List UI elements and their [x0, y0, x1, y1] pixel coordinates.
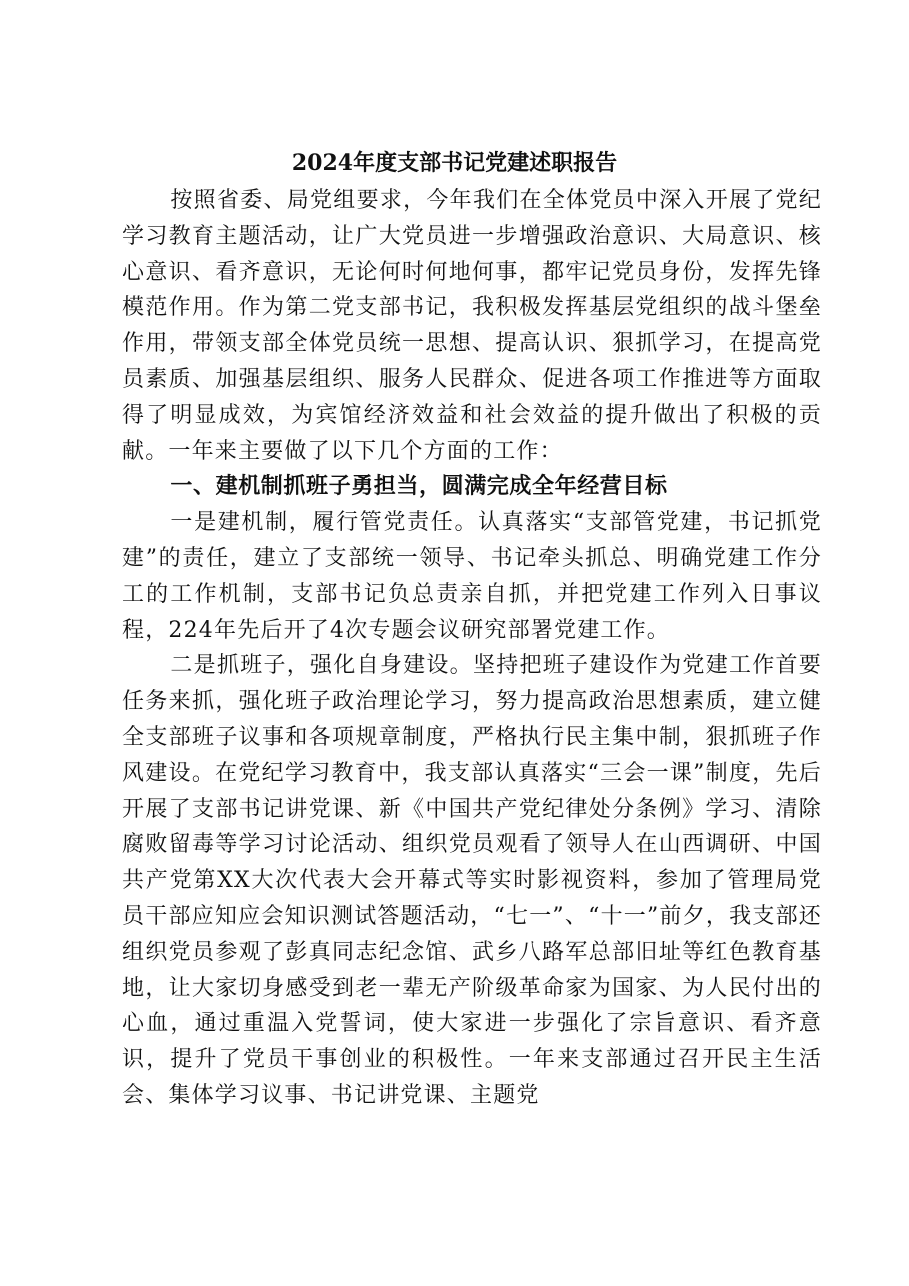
body-paragraph: 二是抓班子，强化自身建设。坚持把班子建设作为党建工作首要任务来抓，强化班子政治理论学习，努力提高政治思想素质，建立健全支部班子议事和各项规章制度，严格执行民主集中制，狠抓班子作风建设。在党纪学习教育中，我支部认真落实“三会一课”制度，先后开展了支部书记讲党课、新《中国共产党纪律处分条例》学习、清除腐败留毒等学习讨论活动、组织党员观看了领导人在山西调研、中国共产党第XX大次代表大会开幕式等实时影视资料，参加了管理局党员干部应知应会知识测试答题活动，“七一”、“十一”前夕，我支部还组织党员参观了彭真同志纪念馆、武乡八路军总部旧址等红色教育基地，让大家切身感受到老一辈无产阶级革命家为国家、为人民付出的心血，通过重温入党誓词，使大家进一步强化了宗旨意识、看齐意识，提升了党员干事创业的积极性。一年来支部通过召开民主生活会、集体学习议事、书记讲党课、主题党 — [122, 653, 822, 1108]
intro-paragraph: 按照省委、局党组要求，今年我们在全体党员中深入开展了党纪学习教育主题活动，让广大党员进一步增强政治意识、大局意识、核心意识、看齐意识，无论何时何地何事，都牢记党员身份，发挥先锋模范作用。作为第二党支部书记，我积极发挥基层党组织的战斗堡垒作用，带领支部全体党员统一思想、提高认识、狠抓学习，在提高党员素质、加强基层组织、服务人民群众、促进各项工作推进等方面取得了明显成效，为宾馆经济效益和社会效益的提升做出了积极的贡献。一年来主要做了以下几个方面的工作： — [122, 188, 822, 464]
document-title: 2024年度支部书记党建述职报告 — [291, 150, 618, 176]
document-body — [122, 183, 822, 1114]
section-heading: 一、建机制抓班子勇担当，圆满完成全年经营目标 — [170, 474, 668, 500]
body-paragraph: 一是建机制，履行管党责任。认真落实“支部管党建，书记抓党建”的责任，建立了支部统一领导、书记牵头抓总、明确党建工作分工的工作机制，支部书记负总责亲自抓，并把党建工作列入日事议程，224年先后开了4次专题会议研究部署党建工作。 — [122, 510, 822, 643]
